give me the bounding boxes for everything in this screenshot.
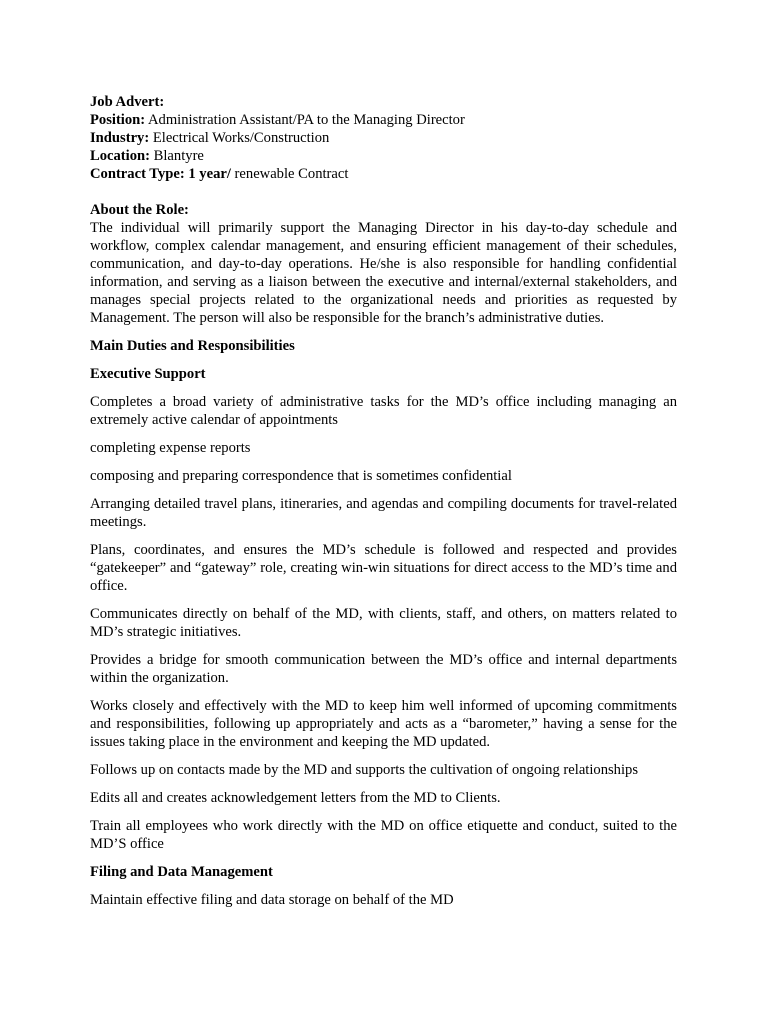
about-heading: About the Role:	[90, 202, 189, 218]
job-header	[90, 93, 677, 183]
location-label: Location:	[90, 148, 150, 164]
document-page	[90, 93, 677, 919]
position-line	[90, 111, 677, 129]
location-line	[90, 147, 677, 165]
filing-item: Maintain effective filing and data storage on behalf of the MD	[90, 892, 454, 908]
job-advert-title	[90, 93, 677, 111]
duty-item: Follows up on contacts made by the MD and supports the cultivation of ongoing relationships	[90, 762, 639, 778]
about-section	[90, 201, 677, 327]
filing-heading: Filing and Data Management	[90, 864, 273, 880]
duty-item: Communicates directly on behalf of the MD, with clients, staff, and others, on matters related to MD’s strategic initiatives.	[90, 606, 677, 640]
location-value: Blantyre	[150, 148, 204, 164]
duty-item: completing expense reports	[90, 440, 251, 456]
contract-line	[90, 165, 677, 183]
duty-item: Plans, coordinates, and ensures the MD’s schedule is followed and respected and provides “gatekeeper” and “gateway” role, creating win-win situations for direct access to the MD’s time and office.	[90, 542, 677, 594]
duty-item: composing and preparing correspondence that is sometimes confidential	[90, 468, 512, 484]
contract-value: renewable Contract	[230, 166, 349, 182]
executive-support-heading: Executive Support	[90, 366, 206, 382]
industry-value: Electrical Works/Construction	[149, 130, 330, 146]
duty-item: Completes a broad variety of administrative tasks for the MD’s office including managing an extremely active calendar of appointments	[90, 394, 677, 428]
duties-heading: Main Duties and Responsibilities	[90, 338, 295, 354]
position-label: Position:	[90, 112, 146, 128]
duty-item: Works closely and effectively with the MD to keep him well informed of upcoming commitments and responsibilities, following up appropriately and acts as a “barometer,” having a sense for the issues taking place in the environment and keeping the MD updated.	[90, 698, 677, 750]
position-value: Administration Assistant/PA to the Managing Director	[145, 112, 465, 128]
duty-item: Provides a bridge for smooth communication between the MD’s office and internal departments within the organization.	[90, 652, 677, 686]
industry-label: Industry:	[90, 130, 150, 146]
industry-line	[90, 129, 677, 147]
duty-item: Train all employees who work directly with the MD on office etiquette and conduct, suited to the MD’S office	[90, 818, 677, 852]
contract-label: Contract Type: 1 year/	[90, 166, 231, 182]
job-advert-label: Job Advert:	[90, 94, 165, 110]
duty-item: Arranging detailed travel plans, itineraries, and agendas and compiling documents for travel-related meetings.	[90, 496, 677, 530]
duty-item: Edits all and creates acknowledgement letters from the MD to Clients.	[90, 790, 501, 806]
about-text: The individual will primarily support the Managing Director in his day-to-day schedule and workflow, complex calendar management, and ensuring efficient management of their schedules, communication, and day-to-day operations. He/she is also responsible for handling confidential information, and serving as a liaison between the executive and internal/external stakeholders, and manages special projects related to the organizational needs and priorities as requested by Management. The person will also be responsible for the branch’s administrative duties.	[90, 220, 677, 326]
